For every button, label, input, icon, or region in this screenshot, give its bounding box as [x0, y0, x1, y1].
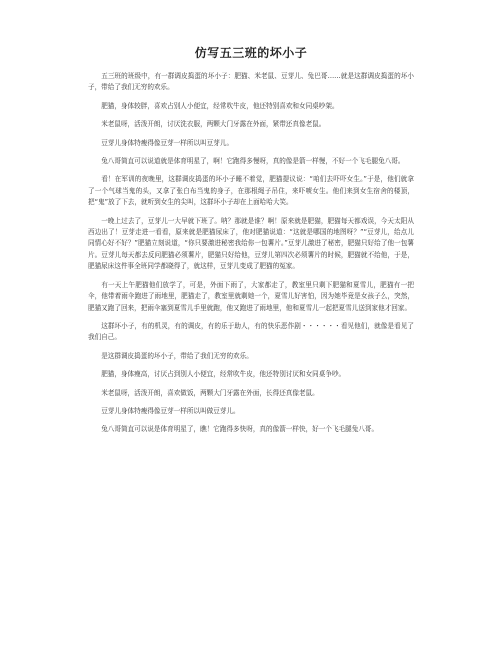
- paragraph: 米老鼠呀，活泼开朗，喜欢做饭，两颗大门牙露在外面，长得还真像老鼠。: [101, 388, 319, 397]
- paragraph: 是这群调皮捣蛋的坏小子，带给了我们无穷的欢乐。: [101, 351, 253, 360]
- paragraph: 兔八哥简直可以说是体育明星了，瞧！它跑得多快呀，真的像箭一样快，好一个飞毛腿兔八哥。: [101, 425, 379, 434]
- paragraph: 米老鼠呀，活泼开朗，讨厌洗衣服，两颗大门牙露在外面，紧带还真像老鼠。: [101, 120, 326, 129]
- paragraph: 兔八哥简直可以说道就是体育明星了，啊！它跑得多慢呀，真的像是箭一样慢，不好一个飞毛腿兔八哥。: [101, 157, 405, 166]
- document-title: 仿写五三班的坏小子: [194, 46, 308, 60]
- paragraph: 看！在军训的夜晚里，这群调皮捣蛋的坏小子睡不着觉，肥猫提议说：“咱们去吓吓女生。”于是，他们就拿了一个气球当鬼的头，又拿了张白布当鬼的身子，在那根绳子吊住，来吓唬女生。他们来到女生宿舍的楼顶，把“鬼”放了下去，就听到女生的尖叫，这群坏小子却在上面哈哈大笑。: [88, 175, 414, 207]
- paragraph: 五三班的班级中，有一群调皮捣蛋的坏小子：肥猫、米老鼠、豆芽儿、兔巴哥……就是这群调皮捣蛋的坏小子，带给了我们无穷的欢乐。: [88, 72, 414, 92]
- paragraph: 肥猫，身体瘦高，讨厌占到别人小便宜，经常吹牛皮，他还特别讨厌和女同桌争吵。: [101, 370, 346, 379]
- document-body: [88, 71, 414, 436]
- paragraph: 豆芽儿身体特瘦得像豆芽一样所以叫做豆芽儿。: [101, 406, 240, 415]
- paragraph: 肥猫，身体较胖，喜欢占别人小便宜，经常吹牛皮，他还特别喜欢和女同桌吵架。: [101, 101, 339, 110]
- paragraph: 有一天上午肥猫他们放学了，可是，外面下雨了，大家都走了，教室里只剩下肥猫和夏雪儿，肥猫有一把伞，他带着雨伞跑进了雨地里，肥猫走了，教室里就剩她一个，夏雪儿好害怕，因为她毕竟是女孩子么，突然，肥猫又跑了回来，把雨伞塞到夏雪儿手里就跑，他又跑进了雨地里，他和夏雪儿一起把夏雪儿送到家他才回家。: [88, 280, 414, 312]
- paragraph: 一晚上过去了，豆芽儿一大早就下班了。呐？那就是谁？啊！原来就是肥猫，肥猫每天都戏误，今天太阳从西边出了！豆芽走进一看看，原来就是肥猫尿床了，他对肥猫说道：“这就是哪国的地图呀？”“豆芽儿，给点儿同情心好不好？”肥猫立刻说道，“你只要激进秘密我给你一包薯片。”豆芽儿激进了秘密，肥猫只好给了他一包薯片。豆芽儿每天都去反问肥猫必须薯片，肥猫只好给他，豆芽儿第四次必须薯片的时候，肥猫就不给他，于是，肥猫尿床这件事全班同学都晓得了，就这样，豆芽儿变成了肥猫的冤家。: [88, 216, 414, 271]
- paragraph: 这群坏小子，有的机灵，有的调皮，有的乐于助人，有的快乐恶作剧・・・・・・看见他们，就像是看见了我们自己。: [88, 321, 414, 342]
- paragraph: 豆芽儿身体特瘦得像豆芽一样所以叫豆芽儿。: [101, 138, 234, 147]
